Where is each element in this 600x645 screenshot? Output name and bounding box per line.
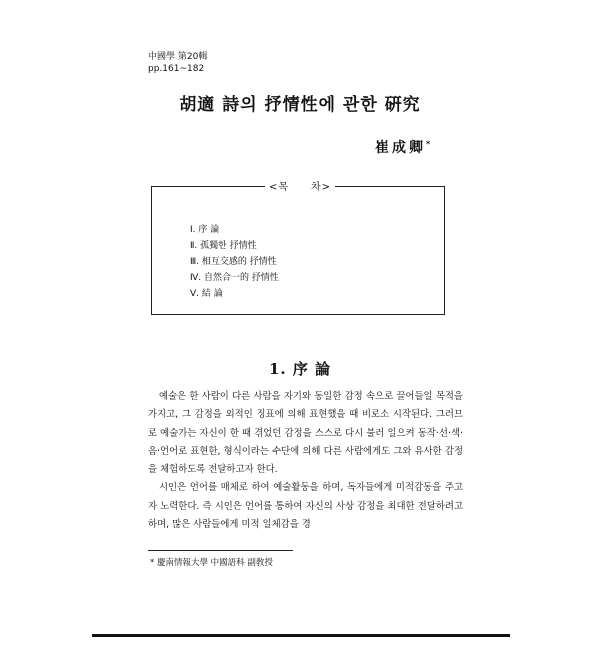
footnote-rule xyxy=(148,550,293,551)
journal-name: 中國學 第20輯 xyxy=(148,52,208,62)
section-heading: 1. 序 論 xyxy=(268,360,332,378)
toc-list xyxy=(190,222,279,302)
toc-item: Ⅲ. 相互交感的 抒情性 xyxy=(190,257,277,267)
toc-heading: <목 차> xyxy=(0,178,600,193)
author-footnote-mark: * xyxy=(426,138,431,149)
toc-item: Ⅰ. 序 論 xyxy=(190,225,220,235)
body-text xyxy=(148,388,463,534)
page-range: pp.161~182 xyxy=(148,64,205,74)
journal-header xyxy=(148,51,207,75)
paragraph: 시인은 언어를 매체로 하여 예술활동을 하며, 독자들에게 미적감동을 주고자 노력한다. 즉 시인은 언어를 통하여 자신의 사상 감정을 최대한 전달하려고 하며, 많은 사람들에게 미적 일체감을 경 xyxy=(148,482,463,531)
toc-item: Ⅳ. 自然合一的 抒情性 xyxy=(190,273,279,283)
author-line xyxy=(375,137,430,157)
footnote: * 慶南情報大學 中國語科 副敎授 xyxy=(150,558,273,568)
toc-item: Ⅴ. 結 論 xyxy=(190,289,223,299)
toc-item: Ⅱ. 孤獨한 抒情性 xyxy=(190,241,257,251)
paragraph: 예술은 한 사람이 다른 사람을 자기와 동일한 감정 속으로 끌어들일 목적을 가지고, 그 감정을 외적인 징표에 의해 표현했을 때 비로소 시작된다. 그러므로 예술가는 자신이 한 때 겪었던 감정을 스스로 다시 불러 일으켜 동작·선·색·음·언어로 표현한, 형식이라는 수단에 의해 다른 사람에게도 그와 유사한 감정을 체험하도록 전달하고자 한다. xyxy=(148,391,463,476)
paper-title: 胡適 詩의 抒情性에 관한 硏究 xyxy=(179,95,421,115)
author-name: 崔成卿 xyxy=(375,140,426,156)
page-bottom-bar xyxy=(92,634,510,637)
